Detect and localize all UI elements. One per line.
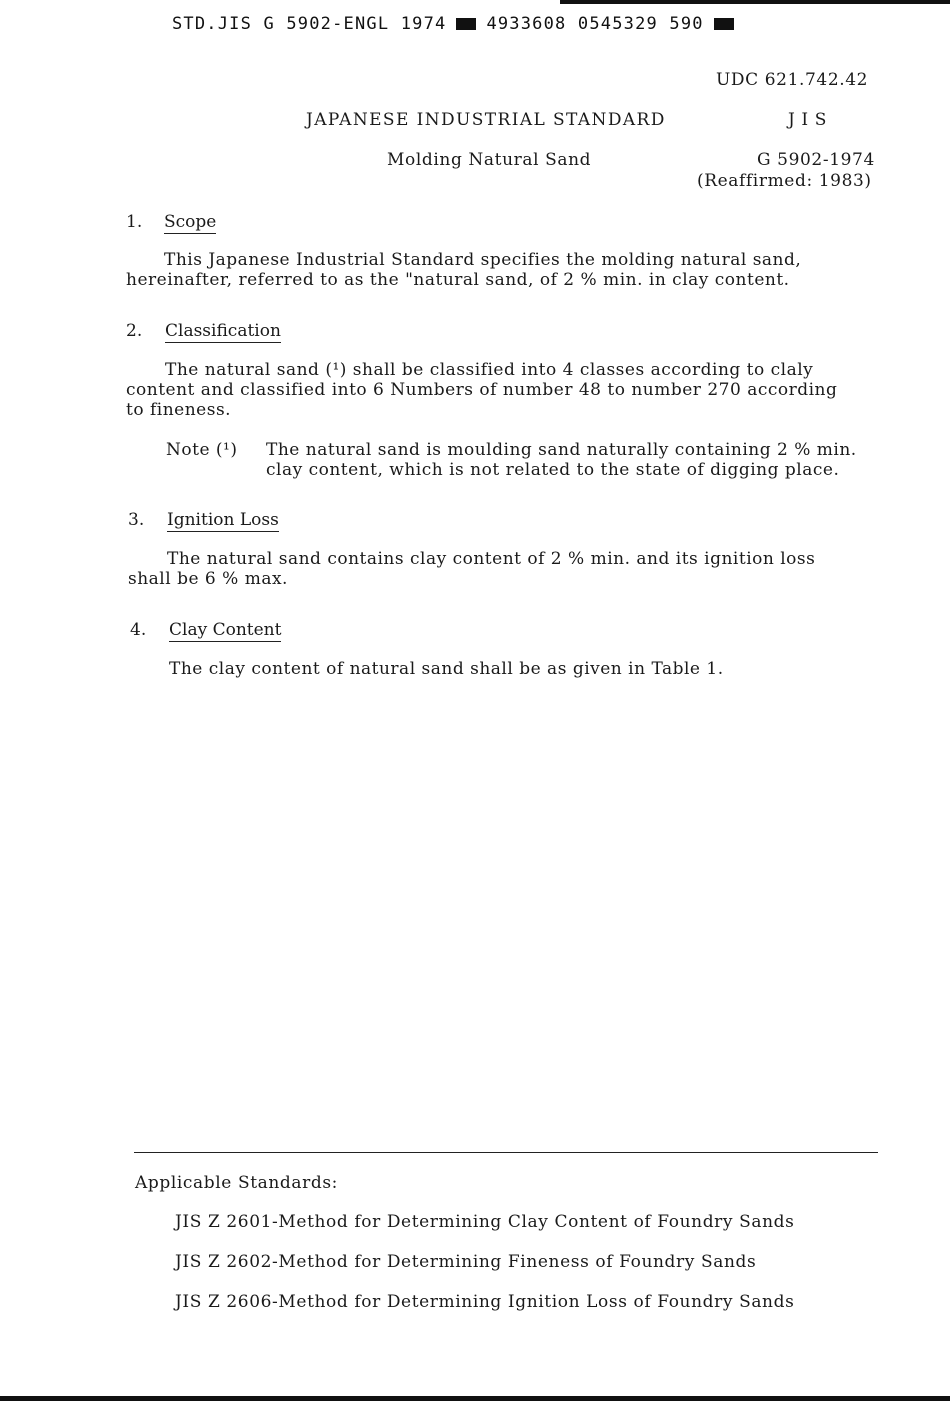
footnote-divider [134,1152,878,1153]
applicable-standard-item: JIS Z 2601-Method for Determining Clay Content of Foundry Sands [175,1212,795,1232]
doc-code: STD.JIS G 5902-ENGL 1974 [172,14,447,34]
reaffirmed-date: (Reaffirmed: 1983) [697,171,872,191]
udc-number: UDC 621.742.42 [716,70,869,90]
section-number: 3. [128,510,145,530]
standard-number: G 5902-1974 [757,150,875,170]
black-block-mark [714,18,734,30]
doc-code-mid: 4933608 0545329 590 [486,14,704,34]
section-number: 4. [130,620,147,640]
section-number: 2. [126,321,143,341]
document-code-line [172,14,734,34]
jis-mark: J I S [788,110,827,130]
section-body: The natural sand contains clay content of 2 % min. and its ignition loss [167,549,816,569]
organization-heading: JAPANESE INDUSTRIAL STANDARD [306,110,666,130]
section-title-clay-content: Clay Content [169,620,282,640]
document-title: Molding Natural Sand [387,150,592,170]
section-body: to fineness. [126,400,232,420]
section-body: hereinafter, referred to as the "natural sand, of 2 % min. in clay content. [126,270,790,290]
applicable-standard-item: JIS Z 2602-Method for Determining Fineness of Foundry Sands [175,1252,757,1272]
black-block-mark [456,18,476,30]
note-text: clay content, which is not related to the state of digging place. [266,460,840,480]
section-title-scope: Scope [164,212,217,232]
applicable-standards-label: Applicable Standards: [135,1173,338,1193]
top-border-rule [560,0,950,4]
note-text: The natural sand is moulding sand naturally containing 2 % min. [266,440,857,460]
note-label: Note (¹) [166,440,238,460]
bottom-border-rule [0,1396,950,1401]
applicable-standard-item: JIS Z 2606-Method for Determining Ignition Loss of Foundry Sands [175,1292,795,1312]
section-body: content and classified into 6 Numbers of number 48 to number 270 according [126,380,838,400]
section-body: The clay content of natural sand shall be as given in Table 1. [169,659,724,679]
section-body: shall be 6 % max. [128,569,288,589]
section-title-classification: Classification [165,321,281,341]
section-number: 1. [126,212,143,232]
section-body: The natural sand (¹) shall be classified into 4 classes according to claly [165,360,814,380]
section-title-ignition-loss: Ignition Loss [167,510,279,530]
section-body: This Japanese Industrial Standard specifies the molding natural sand, [164,250,802,270]
